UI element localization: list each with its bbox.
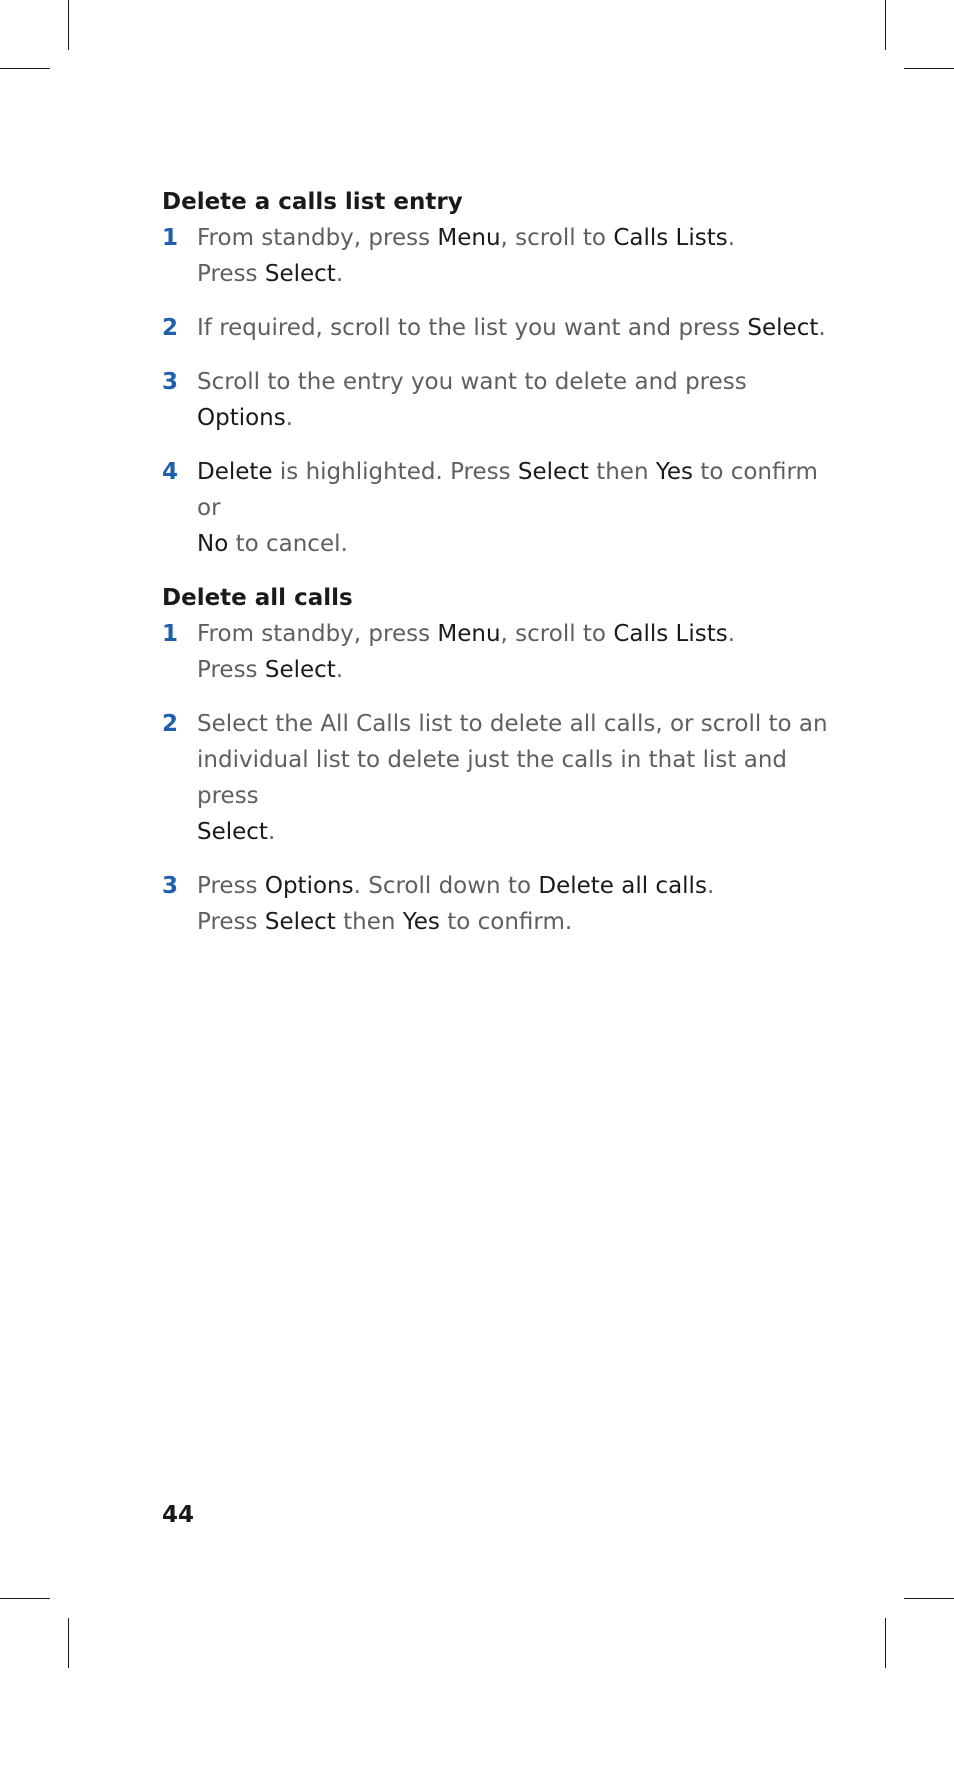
step-text [197,621,735,683]
section-delete-all [162,580,842,940]
step-text [197,369,747,431]
crop-mark [0,68,50,69]
ui-term: Select [197,819,268,845]
ui-term: Calls Lists [613,225,728,251]
step-text-run: . [727,621,736,647]
crop-mark [0,1598,50,1599]
page-number: 44 [162,1502,195,1528]
ui-term: Select [517,459,589,485]
step-text [197,315,826,341]
section-delete-entry [162,184,842,562]
ui-term: Menu [437,621,501,647]
step-text-run: . [818,315,826,341]
ui-term: Yes [655,459,693,485]
step-text-run: then [588,459,656,485]
ui-term: Menu [437,225,501,251]
ui-term: Select [264,261,336,287]
step-text-run: to confirm or [197,459,818,521]
step-text-run: to confirm. [439,909,573,935]
step-text-run: Press [197,261,265,287]
step-item [162,364,842,436]
step-number: 4 [162,459,179,485]
crop-mark [68,0,69,50]
step-text-run: to cancel. [228,531,348,557]
ui-term: Calls Lists [613,621,728,647]
step-item [162,220,842,292]
step-text-run: , scroll to [500,225,614,251]
step-text-run: . [285,405,294,431]
step-number: 1 [162,225,179,251]
crop-mark [904,68,954,69]
ui-term: Select [264,909,336,935]
step-text-run: Scroll to the entry you want to delete and press [197,369,747,395]
step-text-run: If required, scroll to the list you want and press [197,315,748,341]
ui-term: Yes [402,909,440,935]
step-text-run: . Scroll down to [353,873,539,899]
step-text-run: . [706,873,715,899]
crop-mark [68,1618,69,1668]
step-number: 2 [162,711,179,737]
step-item [162,310,842,346]
step-list [162,220,842,562]
ui-term: Delete [197,459,273,485]
section-heading: Delete all calls [162,585,353,611]
step-list [162,616,842,940]
step-text-run: From standby, press [197,621,438,647]
ui-term: Select [747,315,819,341]
crop-mark [885,1618,886,1668]
step-text-run: individual list to delete just the calls in that list and press [197,747,788,809]
step-number: 1 [162,621,179,647]
step-number: 3 [162,369,179,395]
ui-term: Delete all calls [538,873,707,899]
section-heading: Delete a calls list entry [162,189,463,215]
step-text-run: Press [197,657,265,683]
step-text-run: is highlighted. Press [272,459,518,485]
step-text-run: Press [197,909,265,935]
step-item [162,454,842,562]
step-text [197,225,735,287]
ui-term: Select [264,657,336,683]
step-text-run: Select the All Calls list to delete all calls, or scroll to an [197,711,828,737]
step-text-run: , scroll to [500,621,614,647]
page-content [162,184,842,958]
step-item [162,868,842,940]
step-text-run: . [335,261,344,287]
step-text-run: . [335,657,344,683]
step-text-run: . [267,819,276,845]
step-text [197,873,714,935]
ui-term: Options [264,873,354,899]
step-text-run: Press [197,873,265,899]
ui-term: Options [197,405,286,431]
step-text-run: . [727,225,736,251]
step-text-run: then [335,909,403,935]
step-text [197,711,828,845]
step-item [162,616,842,688]
step-text-run: From standby, press [197,225,438,251]
crop-mark [885,0,886,50]
step-item [162,706,842,850]
step-number: 3 [162,873,179,899]
ui-term: No [197,531,229,557]
step-text [197,459,818,557]
step-number: 2 [162,315,179,341]
crop-mark [904,1598,954,1599]
